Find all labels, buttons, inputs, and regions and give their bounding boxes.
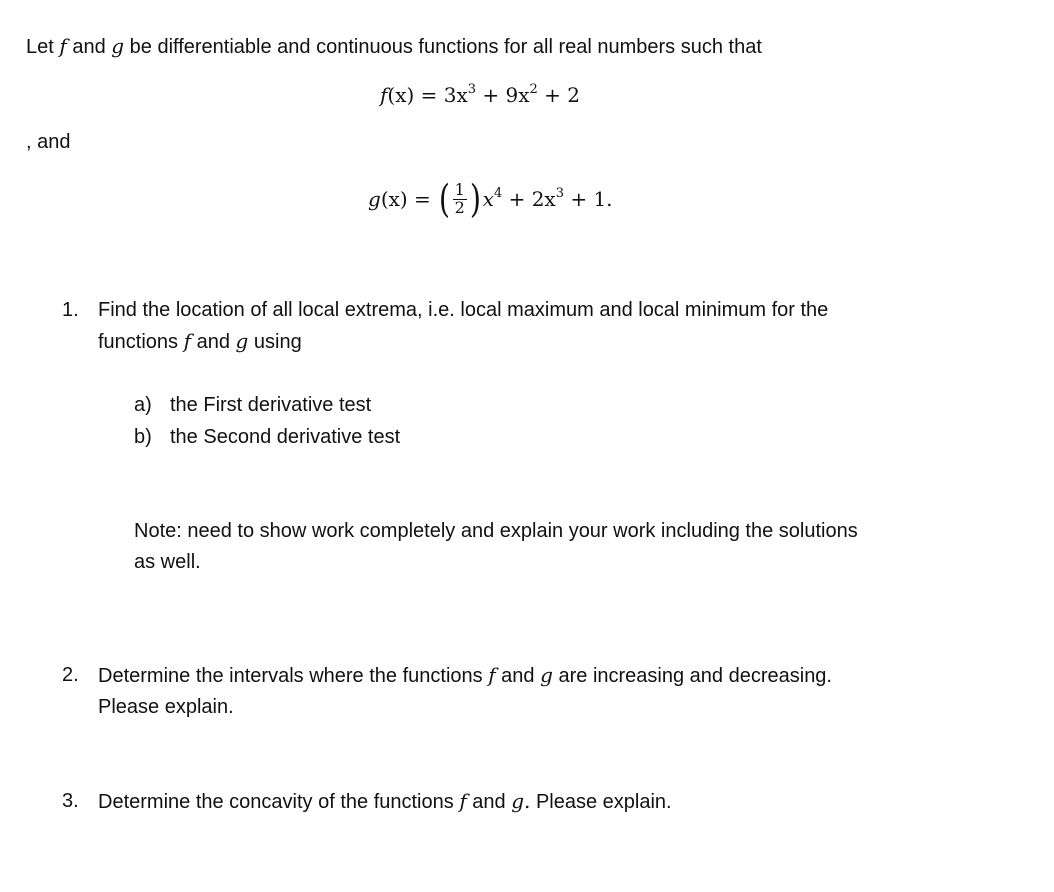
var-f: f [488,663,496,687]
eq-g-exp1: 4 [493,186,503,201]
fraction-numerator: 1 [454,179,465,199]
note-line1: Note: need to show work completely and explain your work including the solutions [134,520,858,542]
q3-line [98,789,672,814]
q3-suffix: Please explain. [535,791,672,813]
equation-g [368,177,613,221]
subitem-a-marker: a) [134,394,152,416]
q2-and: and [501,665,535,687]
q2-line2: Please explain. [98,696,234,718]
var-g: g. [511,789,531,813]
eq-f-arg: (x) = 3x [387,83,468,107]
subitem-b-text: the Second derivative test [170,426,401,448]
eq-g-mid: + 2x [502,187,556,211]
left-paren: ( [438,177,450,221]
eq-g-tail: + 1. [563,187,613,211]
q2-number: 2. [62,664,79,686]
connector-text: , and [26,131,71,153]
intro-line [26,34,762,59]
intro-and: and [72,36,106,58]
eq-g-term1 [483,187,613,211]
eq-f-name: f [380,83,388,107]
var-g: g [111,34,125,58]
eq-g-fraction [437,177,483,221]
var-g: g [235,329,249,353]
var-g: g [540,663,553,687]
q1-line2-prefix: functions [98,331,179,353]
eq-g-arg: (x) = [380,187,431,211]
eq-g-x: x [482,187,494,211]
subitem-b-marker: b) [134,426,152,448]
eq-f-mid: + 9x [476,83,530,107]
note-line2: as well. [134,551,201,573]
fraction-denominator: 2 [454,197,465,217]
q2-prefix: Determine the intervals where the functions [98,665,483,687]
var-f: f [183,329,192,353]
eq-f-tail: + 2 [537,83,581,107]
subitem-a-text: the First derivative test [170,394,372,416]
q2-suffix: are increasing and decreasing. [558,665,832,687]
equation-f [380,83,580,107]
q3-prefix: Determine the concavity of the functions [98,791,454,813]
intro-prefix: Let [26,36,54,58]
q1-line2-suffix: using [253,331,302,353]
eq-f-exp2: 2 [529,82,538,97]
intro-suffix: be differentiable and continuous functions for all real numbers such that [129,36,762,58]
eq-f-exp1: 3 [467,82,477,97]
fraction-body [453,179,467,217]
eq-g-exp2: 3 [555,186,564,201]
q1-line1: Find the location of all local extrema, i.e. local maximum and local minimum for the [98,299,829,321]
var-f: f [459,789,467,813]
eq-g-name: g [368,187,381,211]
var-f: f [59,34,67,58]
q2-line1 [98,663,832,688]
q3-number: 3. [62,790,79,812]
q1-line2 [98,329,302,354]
q1-number: 1. [62,299,79,321]
q3-and: and [472,791,506,813]
right-paren: ) [469,177,481,221]
q1-and: and [196,331,230,353]
